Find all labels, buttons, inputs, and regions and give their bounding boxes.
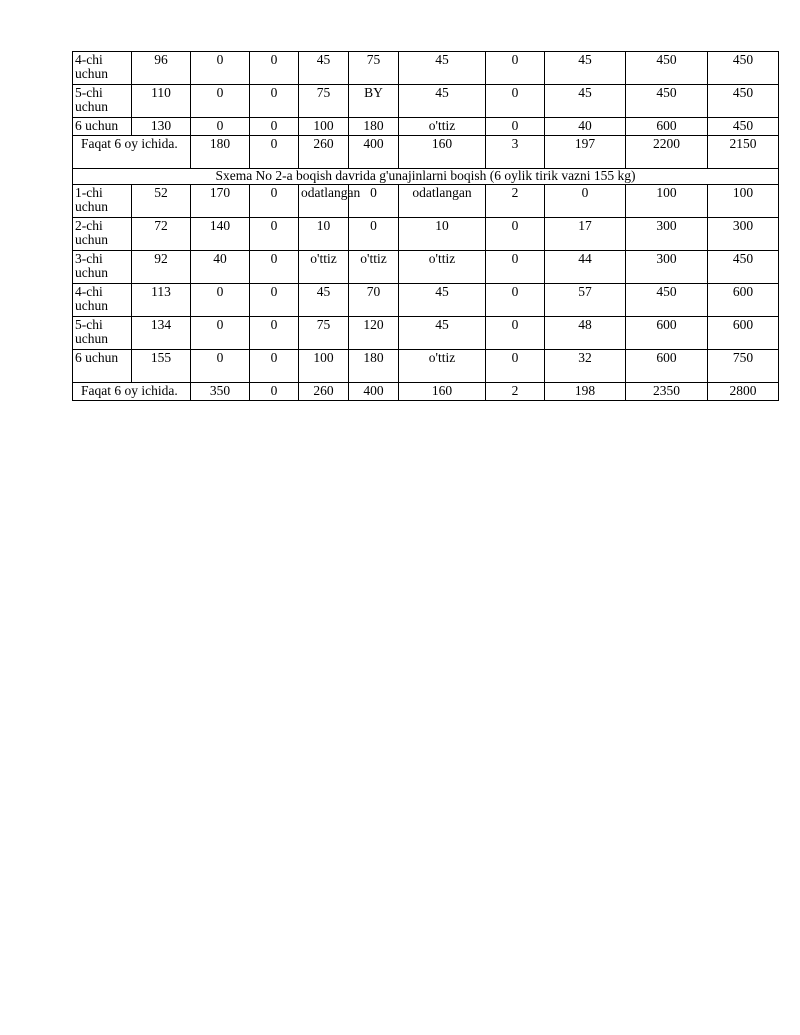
total-label-cell: Faqat 6 oy ichida.: [73, 136, 191, 169]
table-cell: 17: [545, 218, 626, 251]
table-cell: 10: [399, 218, 486, 251]
feeding-scheme-table: [72, 51, 779, 401]
table-cell: 350: [191, 383, 250, 401]
row-label-cell: 4-chi uchun: [73, 52, 132, 85]
table-cell: 45: [545, 85, 626, 118]
table-cell: 197: [545, 136, 626, 169]
row-label-cell: 5-chi uchun: [73, 317, 132, 350]
table-cell: 2350: [626, 383, 708, 401]
table-cell: 2: [486, 185, 545, 218]
row-label-cell: 1-chi uchun: [73, 185, 132, 218]
table-cell: 170: [191, 185, 250, 218]
table-cell: 600: [626, 118, 708, 136]
table-cell: 134: [132, 317, 191, 350]
table-cell: 100: [299, 118, 349, 136]
table-body: [73, 52, 779, 401]
table-cell: 75: [299, 317, 349, 350]
table-cell: 0: [250, 251, 299, 284]
table-cell: 600: [626, 350, 708, 383]
table-cell: 198: [545, 383, 626, 401]
table-cell: 40: [545, 118, 626, 136]
table-row: [73, 85, 779, 118]
table-cell: 450: [626, 284, 708, 317]
table-cell: 45: [545, 52, 626, 85]
row-label-cell: 3-chi uchun: [73, 251, 132, 284]
table-cell: 0: [250, 218, 299, 251]
table-cell: 450: [626, 52, 708, 85]
table-cell: 0: [191, 52, 250, 85]
table-cell: 0: [486, 284, 545, 317]
table-cell: 300: [626, 218, 708, 251]
table-cell: 160: [399, 383, 486, 401]
table-cell: 52: [132, 185, 191, 218]
table-cell: 0: [545, 185, 626, 218]
table-cell: 0: [486, 251, 545, 284]
table-cell: 96: [132, 52, 191, 85]
table-cell: 75: [349, 52, 399, 85]
table-cell: 300: [626, 251, 708, 284]
table-cell: 2800: [708, 383, 779, 401]
table-cell: 140: [191, 218, 250, 251]
table-cell: 100: [626, 185, 708, 218]
row-label-cell: 6 uchun: [73, 118, 132, 136]
table-cell: 450: [626, 85, 708, 118]
table-cell: 450: [708, 52, 779, 85]
table-cell: 0: [191, 118, 250, 136]
table-row: [73, 317, 779, 350]
table-cell: 45: [399, 85, 486, 118]
table-row: [73, 284, 779, 317]
table-cell: 180: [191, 136, 250, 169]
table-row: [73, 251, 779, 284]
table-cell: 2150: [708, 136, 779, 169]
table-cell: 450: [708, 251, 779, 284]
row-label-cell: 4-chi uchun: [73, 284, 132, 317]
table-cell: 0: [250, 136, 299, 169]
table-cell: 0: [250, 52, 299, 85]
table-cell: 45: [399, 317, 486, 350]
table-cell: 44: [545, 251, 626, 284]
table-cell: 0: [349, 185, 399, 218]
table-cell: 0: [250, 350, 299, 383]
table-cell: 113: [132, 284, 191, 317]
table-cell: odatlangan: [299, 185, 349, 218]
table-cell: 57: [545, 284, 626, 317]
table-cell: 600: [708, 317, 779, 350]
table-cell: 48: [545, 317, 626, 350]
table-cell: 100: [708, 185, 779, 218]
table-cell: 600: [626, 317, 708, 350]
table-cell: 0: [250, 317, 299, 350]
table-cell: 45: [399, 52, 486, 85]
table-row: [73, 218, 779, 251]
table-cell: 300: [708, 218, 779, 251]
table-cell: BY: [349, 85, 399, 118]
table-cell: o'ttiz: [399, 118, 486, 136]
table-cell: 100: [299, 350, 349, 383]
table-cell: 3: [486, 136, 545, 169]
table-cell: 400: [349, 136, 399, 169]
row-label-cell: 2-chi uchun: [73, 218, 132, 251]
table-row: [73, 118, 779, 136]
section-caption: Sxema No 2-a boqish davrida g'unajinlarni boqish (6 oylik tirik vazni 155 kg): [73, 169, 779, 185]
table-cell: 0: [349, 218, 399, 251]
table-row: [73, 52, 779, 85]
table-cell: o'ttiz: [299, 251, 349, 284]
table-cell: odatlangan: [399, 185, 486, 218]
table-cell: o'ttiz: [349, 251, 399, 284]
table-cell: 0: [486, 52, 545, 85]
table-cell: 45: [299, 284, 349, 317]
table-row: [73, 350, 779, 383]
table-cell: 92: [132, 251, 191, 284]
table-cell: o'ttiz: [399, 251, 486, 284]
table-cell: 0: [250, 118, 299, 136]
table-cell: 0: [191, 284, 250, 317]
table-cell: 2200: [626, 136, 708, 169]
total-row: [73, 383, 779, 401]
table-cell: 32: [545, 350, 626, 383]
table-cell: 0: [191, 350, 250, 383]
table-cell: 45: [299, 52, 349, 85]
table-cell: 120: [349, 317, 399, 350]
table-cell: 0: [250, 383, 299, 401]
table-cell: 260: [299, 136, 349, 169]
row-label-cell: 6 uchun: [73, 350, 132, 383]
table-cell: 70: [349, 284, 399, 317]
table-cell: 0: [486, 218, 545, 251]
table-cell: 600: [708, 284, 779, 317]
table-cell: 10: [299, 218, 349, 251]
table-cell: 180: [349, 350, 399, 383]
table-cell: 2: [486, 383, 545, 401]
table-cell: 0: [486, 317, 545, 350]
table-cell: 45: [399, 284, 486, 317]
table-cell: 0: [250, 85, 299, 118]
table-cell: 75: [299, 85, 349, 118]
total-label-cell: Faqat 6 oy ichida.: [73, 383, 191, 401]
table-cell: 0: [486, 118, 545, 136]
table-cell: o'ttiz: [399, 350, 486, 383]
table-cell: 260: [299, 383, 349, 401]
table-cell: 0: [250, 284, 299, 317]
total-row: [73, 136, 779, 169]
section-caption-row: [73, 169, 779, 185]
row-label-cell: 5-chi uchun: [73, 85, 132, 118]
table-row: [73, 185, 779, 218]
table-cell: 130: [132, 118, 191, 136]
table-cell: 450: [708, 85, 779, 118]
table-cell: 450: [708, 118, 779, 136]
table-cell: 0: [250, 185, 299, 218]
table-cell: 110: [132, 85, 191, 118]
table-cell: 0: [486, 350, 545, 383]
table-cell: 400: [349, 383, 399, 401]
table-cell: 0: [486, 85, 545, 118]
table-cell: 72: [132, 218, 191, 251]
table-cell: 0: [191, 85, 250, 118]
table-cell: 40: [191, 251, 250, 284]
table-cell: 160: [399, 136, 486, 169]
table-cell: 180: [349, 118, 399, 136]
table-cell: 0: [191, 317, 250, 350]
table-cell: 155: [132, 350, 191, 383]
table-cell: 750: [708, 350, 779, 383]
